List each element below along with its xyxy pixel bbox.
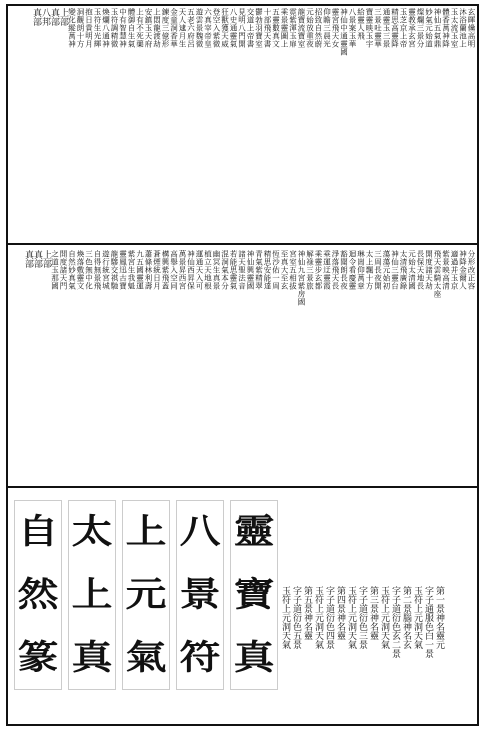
text-column: 元始太清國 (407, 250, 417, 290)
text-column: 金童洞香華 (169, 8, 179, 48)
seal-glyph: 靈 (233, 512, 275, 553)
text-column: 宮室五相拔 (288, 250, 298, 290)
text-column: 萬景昇西宮 (178, 250, 187, 290)
annotation-note: 真部 (31, 8, 41, 26)
talisman-note: 第一景神名靈元 (434, 586, 444, 649)
text-column: 神仙中通靈國 (339, 8, 349, 56)
seal-glyph: 八 (179, 512, 221, 553)
text-column: 霓紫渾玉扉 (288, 8, 298, 48)
text-column: 狂獸獲天威 (220, 8, 230, 48)
text-column: 迴令看慶靈 (348, 250, 357, 290)
top-section (10, 8, 475, 240)
seal-glyph: 元 (125, 574, 167, 615)
text-column: 靈教承玄宮 (407, 8, 417, 48)
seal-script-talismans (14, 500, 278, 690)
text-column: 天人逮月生 (178, 8, 187, 48)
text-column: 自然妙真氣 (67, 250, 77, 290)
text-column: 仰瞻三晨光 (322, 8, 332, 48)
annotation-note: 真部 (23, 250, 33, 268)
text-column: 抱日貴明月 (84, 8, 94, 48)
seal-glyph: 上 (125, 512, 167, 553)
text-column: 玉芝京上帝 (399, 8, 408, 48)
text-column: 蕭條林利壽 (144, 250, 153, 290)
text-column: 太清飛廣錄 (399, 250, 408, 290)
seal-glyph: 寶 (233, 574, 275, 615)
section-divider-1 (6, 243, 479, 245)
text-column: 若能思靈氣 (229, 250, 238, 290)
text-column: 寶靈映玉宇 (365, 8, 374, 48)
text-column: 登空入紫微 (212, 8, 221, 48)
text-column: 乘景靈圖上 (280, 8, 289, 48)
seal-glyph: 自 (17, 512, 59, 553)
text-column: 八史通靈氣 (229, 8, 238, 48)
talisman-note: 玉符上元洞天氣 (280, 586, 290, 649)
talisman-note: 第二景腦神名玄 (401, 586, 411, 649)
text-column: 混洞氣本分 (220, 250, 230, 290)
text-column: 運通天入可 (195, 250, 204, 290)
bottom-section (10, 492, 475, 722)
text-column: 幽冥生真景 (212, 250, 221, 290)
seal-glyph: 真 (233, 637, 275, 678)
text-column: 玉符調精微 (110, 8, 119, 48)
middle-text-columns (23, 250, 475, 482)
annotation-note: 上部 (58, 8, 68, 26)
talisman-notes (278, 586, 443, 718)
text-column: 交道上帝書 (246, 8, 255, 48)
text-column: 九五國靈運 (135, 250, 145, 290)
talisman-note: 字子道衍色玄二景 (390, 586, 400, 658)
text-column: 安鎮玉天府 (144, 8, 153, 48)
text-column: 玉太流玉室 (450, 8, 459, 48)
text-column: 玄暉儵高明 (467, 8, 476, 48)
talisman-note: 字子道衍色五景 (291, 586, 301, 649)
text-column: 給靈人飛 (356, 8, 366, 40)
text-column: 精思安能達 (263, 250, 272, 290)
seal-glyph: 篆 (17, 637, 59, 678)
text-column: 乘運迂靈霞 (322, 250, 332, 290)
text-column: 之道玉那國 (50, 250, 60, 290)
text-column: 飛天雲騎太座 (433, 250, 442, 298)
text-column: 分形改正容 (467, 250, 476, 290)
text-column: 洞觀朗十方 (76, 8, 85, 48)
text-column: 鍊度三億形 (161, 8, 170, 48)
seal-glyph: 上 (71, 574, 113, 615)
text-column: 淨落飛天長 (331, 250, 340, 290)
seal-glyph: 氣 (125, 637, 167, 678)
middle-section (10, 250, 475, 482)
text-column: 八景案玉華 (348, 8, 357, 48)
text-column: 中有智慧神 (118, 8, 128, 48)
text-column: 遊雲景魏微 (195, 8, 204, 48)
text-column: 龍寶流寶室 (297, 8, 306, 48)
seal-talisman (122, 500, 170, 690)
seal-talisman (68, 500, 116, 690)
text-column: 靈宮飛天女 (331, 8, 340, 48)
text-column: 開度諸天劫 (424, 250, 434, 290)
text-column: 蕩蕩元始初 (382, 250, 391, 290)
text-column: 靈鳳迅古寶 (118, 250, 128, 290)
text-column: 神仙九宮紫房國 (297, 250, 306, 306)
text-column: 十部飛天書 (263, 8, 272, 48)
text-column: 通靈玉三景 (382, 8, 391, 48)
talisman-note: 玉符上元洞天氣 (346, 586, 356, 649)
seal-glyph: 然 (17, 574, 59, 615)
annotation-note: 八邦 (40, 8, 50, 26)
seal-glyph: 符 (179, 637, 221, 678)
talisman-note: 玉符上元洞天氣 (412, 586, 422, 649)
text-column: 神仙西昇保 (186, 250, 196, 290)
text-column: 太上飄十方 (365, 250, 374, 290)
talisman-note: 玉符上元洞天氣 (379, 586, 389, 649)
text-column: 解祿三景旅 (305, 250, 315, 290)
talisman-note: 字子道衍色四景 (324, 586, 334, 649)
talisman-note: 字子通服色白一景 (423, 586, 433, 658)
talisman-note: 第三景神名靈 (368, 586, 378, 640)
text-column: 紫景映高清 (441, 250, 451, 290)
text-column: 琳崗仰萬章 (356, 250, 366, 290)
text-column: 神降金爾人 (458, 250, 468, 290)
text-column: 遊行統宮城 (101, 250, 111, 290)
seal-glyph: 真 (71, 637, 113, 678)
text-column: 諸天聖法音 (237, 250, 247, 290)
seal-glyph: 太 (71, 512, 113, 553)
text-column: 紫宮生我魁 (127, 250, 136, 290)
text-column: 蒼煙統日月 (152, 250, 162, 290)
text-column: 玉符生光輝 (93, 8, 102, 48)
text-column: 三色無中化 (84, 250, 94, 290)
text-column: 煥爛八通神 (101, 8, 111, 48)
annotation-note: 真部 (32, 250, 42, 268)
text-column: 招致自然蔚 (314, 8, 323, 48)
text-column: 煥落敷靈文 (76, 250, 85, 290)
talisman-note: 字子道衍色三景 (357, 586, 367, 649)
text-column: 體香萬神降 (441, 8, 451, 48)
seal-talisman (176, 500, 224, 690)
text-column: 精思高靈降 (390, 8, 400, 48)
text-column: 五老六府呂 (186, 8, 196, 48)
text-column: 恆沙佑一周 (271, 250, 281, 290)
text-column: 龍驂交祺馳 (110, 250, 119, 290)
top-text-columns (31, 8, 475, 240)
text-column: 高舉入空同 (169, 250, 179, 290)
text-column: 變化縱萬神 (67, 8, 77, 48)
text-column: 至真大至玄 (280, 250, 289, 290)
text-column: 上有不死藥 (135, 8, 145, 48)
text-column: 見明八門開 (237, 8, 247, 48)
text-column: 青氣紫精翠 (254, 250, 264, 290)
talisman-note: 第四景神名靈 (335, 586, 345, 640)
text-column: 體御自生氣 (127, 8, 136, 48)
section-divider-2 (6, 486, 479, 488)
annotation-note: 上部 (41, 250, 51, 268)
text-column: 五靈數真文 (271, 8, 281, 48)
text-column: 鬱勃羽寶室 (254, 8, 264, 48)
text-column: 神仙三靈台 (390, 250, 400, 290)
text-column: 燦爛三景分 (416, 8, 425, 48)
text-column: 三景吐靈華 (373, 8, 383, 48)
talisman-note: 第五景神名靈 (302, 586, 312, 640)
annotation-note: 真部 (49, 8, 59, 26)
text-column: 自得無景飛 (93, 250, 102, 290)
text-column: 元始放重夜 (305, 8, 315, 48)
text-column: 三周長夜開 (373, 250, 383, 290)
text-column: 神仙五氣鼎 (433, 8, 442, 48)
text-column: 沐浴蘭池上 (458, 8, 468, 48)
text-column: 上悶龍渡劫 (152, 8, 162, 48)
text-column: 適過并玉京 (450, 250, 459, 290)
text-column: 開度諸天門 (59, 250, 68, 290)
seal-talisman (14, 500, 62, 690)
text-column: 豁聞朗長夜 (339, 250, 349, 290)
text-column: 乘靈步玄都 (314, 250, 323, 290)
text-column: 六真宰帝皇 (203, 8, 213, 48)
seal-glyph: 景 (179, 574, 221, 615)
text-column: 構興紫飛蓋 (161, 250, 170, 290)
text-column: 神仙興靈國 (246, 250, 255, 290)
text-column: 妙氣元始道 (424, 8, 434, 48)
text-column: 植立天地根 (203, 250, 213, 290)
text-column: 長保天地長 (416, 250, 425, 290)
talisman-note: 玉符上元洞天氣 (313, 586, 323, 649)
seal-talisman (230, 500, 278, 690)
